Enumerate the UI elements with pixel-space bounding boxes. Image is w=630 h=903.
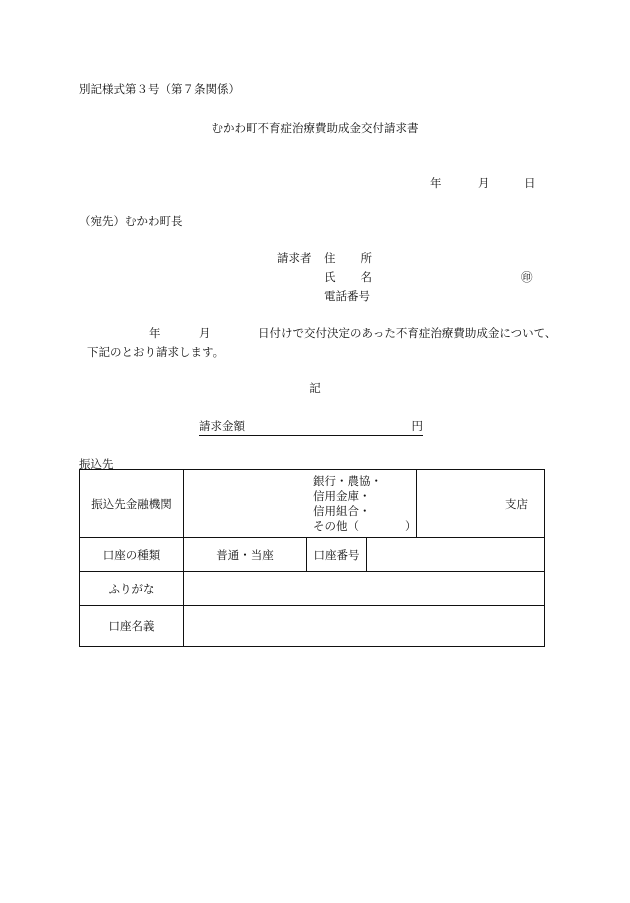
account-number-field[interactable] bbox=[367, 538, 545, 572]
account-type-label: 口座の種類 bbox=[80, 538, 184, 572]
amount-unit: 円 bbox=[411, 419, 423, 433]
bank-row bbox=[80, 470, 545, 538]
bank-type-3: 信用組合・ bbox=[313, 503, 371, 518]
form-reference: 別記様式第３号（第７条関係） bbox=[79, 82, 240, 96]
body-text-line-2: 下記のとおり請求します。 bbox=[87, 345, 225, 359]
bank-type-2: 信用金庫・ bbox=[313, 488, 371, 503]
date-day-label: 日 bbox=[524, 176, 536, 190]
bank-label: 振込先金融機関 bbox=[80, 470, 184, 538]
address-label bbox=[324, 250, 372, 266]
address-label-char-2: 所 bbox=[360, 251, 372, 265]
branch-cell[interactable] bbox=[417, 470, 545, 538]
holder-row bbox=[80, 606, 545, 647]
name-label-char-1: 氏 bbox=[324, 270, 336, 284]
form-title: むかわ町不育症治療費助成金交付請求書 bbox=[211, 121, 419, 135]
address-label-char-1: 住 bbox=[324, 251, 336, 265]
amount-label: 請求金額 bbox=[199, 419, 245, 433]
account-number-label: 口座番号 bbox=[307, 538, 367, 572]
holder-field[interactable] bbox=[184, 606, 545, 647]
requester-label: 請求者 bbox=[277, 251, 312, 265]
name-label bbox=[324, 269, 372, 285]
bank-info-table bbox=[79, 469, 545, 647]
account-type-options[interactable]: 普通・当座 bbox=[184, 538, 307, 572]
holder-label: 口座名義 bbox=[80, 606, 184, 647]
ki-heading: 記 bbox=[309, 381, 321, 395]
bank-type-4: その他（ ） bbox=[313, 518, 417, 533]
date-year-label: 年 bbox=[430, 176, 442, 190]
body-month-label: 月 bbox=[199, 326, 211, 340]
name-label-char-2: 名 bbox=[360, 270, 372, 284]
bank-type-1: 銀行・農協・ bbox=[313, 473, 382, 488]
branch-label: 支店 bbox=[505, 496, 529, 511]
addressee: （宛先）むかわ町長 bbox=[79, 214, 183, 228]
account-row bbox=[80, 538, 545, 572]
furigana-label: ふりがな bbox=[80, 572, 184, 606]
amount-line bbox=[199, 418, 423, 436]
transfer-heading: 振込先 bbox=[79, 457, 114, 471]
phone-label: 電話番号 bbox=[324, 289, 370, 303]
body-year-label: 年 bbox=[149, 326, 161, 340]
furigana-field[interactable] bbox=[184, 572, 545, 606]
date-month-label: 月 bbox=[478, 176, 490, 190]
furigana-row bbox=[80, 572, 545, 606]
body-text-line-1: 日付けで交付決定のあった不育症治療費助成金について、 bbox=[258, 326, 557, 340]
seal-mark: ㊞ bbox=[521, 270, 533, 284]
bank-types[interactable] bbox=[184, 470, 417, 538]
